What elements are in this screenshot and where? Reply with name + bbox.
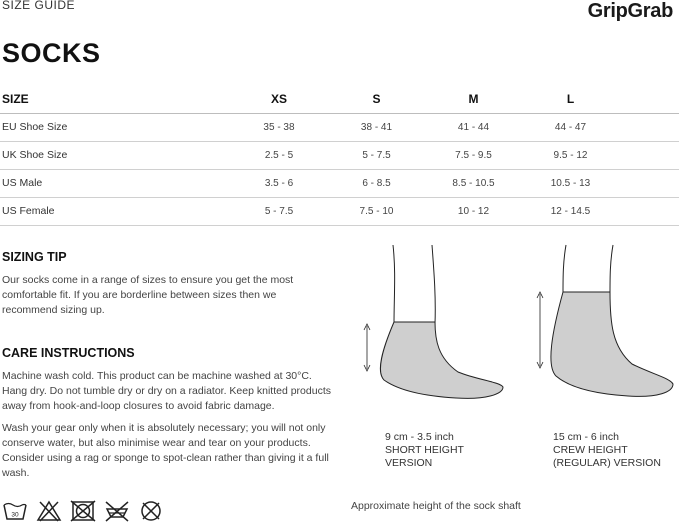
row-label: UK Shoe Size bbox=[0, 141, 230, 169]
short-sock-illustration bbox=[360, 242, 510, 402]
page-title: SOCKS bbox=[2, 38, 101, 68]
row-label: EU Shoe Size bbox=[0, 113, 230, 141]
table-cell: 7.5 - 10 bbox=[328, 197, 425, 225]
sizing-tip-heading: SIZING TIP bbox=[2, 250, 67, 264]
table-cell: 6 - 8.5 bbox=[328, 169, 425, 197]
table-cell-empty bbox=[619, 169, 679, 197]
short-sock-shape bbox=[380, 322, 503, 398]
crew-sock-line1: CREW HEIGHT bbox=[553, 444, 628, 456]
brand-logo: GripGrab bbox=[587, 0, 673, 22]
column-header-l: L bbox=[522, 86, 619, 113]
table-cell-empty bbox=[619, 141, 679, 169]
size-guide-label: SIZE GUIDE bbox=[2, 0, 76, 12]
crew-sock-illustration bbox=[530, 242, 679, 402]
short-sock-line1: SHORT HEIGHT bbox=[385, 444, 464, 456]
care-section bbox=[2, 346, 332, 481]
sizing-tip-text: Our socks come in a range of sizes to ensure you get the most comfortable fit. If you are borderline between sizes then we recommend sizing up. bbox=[2, 274, 294, 316]
column-spacer bbox=[619, 86, 679, 113]
table-cell: 41 - 44 bbox=[425, 113, 522, 141]
row-label: US Male bbox=[0, 169, 230, 197]
table-row bbox=[0, 197, 679, 225]
column-header-s: S bbox=[328, 86, 425, 113]
table-cell-empty bbox=[619, 197, 679, 225]
size-table bbox=[0, 86, 679, 226]
table-cell: 8.5 - 10.5 bbox=[425, 169, 522, 197]
wash-temp-text: 30 bbox=[11, 511, 19, 519]
care-heading: CARE INSTRUCTIONS bbox=[2, 346, 135, 360]
table-cell: 10.5 - 13 bbox=[522, 169, 619, 197]
sock-shaft-footnote: Approximate height of the sock shaft bbox=[351, 500, 521, 512]
table-cell: 12 - 14.5 bbox=[522, 197, 619, 225]
column-header-m: M bbox=[425, 86, 522, 113]
table-row bbox=[0, 141, 679, 169]
table-cell: 5 - 7.5 bbox=[328, 141, 425, 169]
column-header-xs: XS bbox=[230, 86, 328, 113]
crew-sock-caption bbox=[553, 431, 661, 470]
short-sock-caption bbox=[385, 431, 464, 470]
table-cell: 5 - 7.5 bbox=[230, 197, 328, 225]
crew-sock-measure: 15 cm - 6 inch bbox=[553, 431, 619, 443]
sizing-tip-section bbox=[2, 250, 332, 318]
table-cell: 7.5 - 9.5 bbox=[425, 141, 522, 169]
table-cell: 10 - 12 bbox=[425, 197, 522, 225]
table-row bbox=[0, 169, 679, 197]
table-cell: 2.5 - 5 bbox=[230, 141, 328, 169]
row-label: US Female bbox=[0, 197, 230, 225]
table-cell-empty bbox=[619, 113, 679, 141]
table-cell: 9.5 - 12 bbox=[522, 141, 619, 169]
short-sock-measure: 9 cm - 3.5 inch bbox=[385, 431, 454, 443]
crew-sock-line2: (REGULAR) VERSION bbox=[553, 457, 661, 469]
wash-30-icon bbox=[2, 500, 28, 522]
table-row bbox=[0, 113, 679, 141]
table-cell: 35 - 38 bbox=[230, 113, 328, 141]
column-header-size: SIZE bbox=[0, 86, 230, 113]
care-icons bbox=[2, 500, 164, 522]
table-cell: 3.5 - 6 bbox=[230, 169, 328, 197]
no-radiator-dry-icon bbox=[104, 500, 130, 522]
short-sock-line2: VERSION bbox=[385, 457, 433, 469]
size-table-header bbox=[0, 86, 679, 113]
no-bleach-icon bbox=[36, 500, 62, 522]
no-dry-clean-icon bbox=[138, 500, 164, 522]
care-text-2: Wash your gear only when it is absolutely necessary; you will not only conserve water, but also minimise wear and tear on your products. Consider using a rag or sponge to spot-clean rather than giving it a full wash. bbox=[2, 422, 329, 479]
no-tumble-dry-icon bbox=[70, 500, 96, 522]
care-text: Machine wash cold. This product can be machine washed at 30°C. Hang dry. Do not tumble dry or dry on a radiator. Keep knitted products away from hook-and-loop closures to avoid fabric damage. bbox=[2, 370, 331, 412]
table-cell: 38 - 41 bbox=[328, 113, 425, 141]
table-cell: 44 - 47 bbox=[522, 113, 619, 141]
crew-sock-shape bbox=[551, 292, 673, 396]
